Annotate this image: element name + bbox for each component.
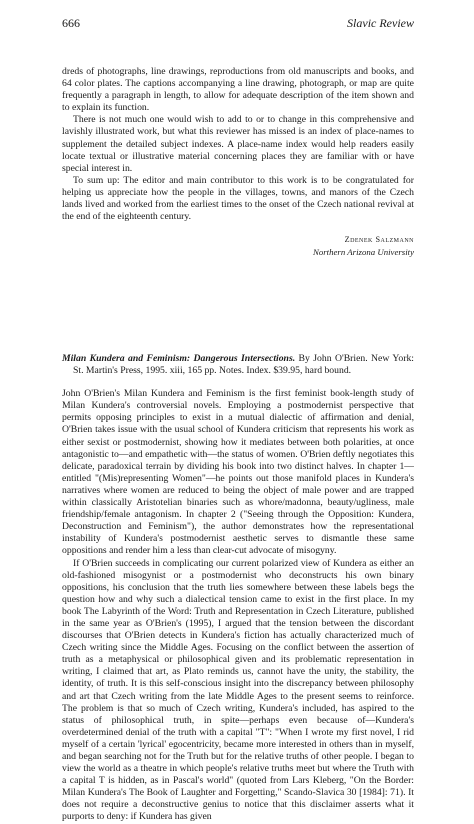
book-details: By John O'Brien. New York: St. Martin's Press, 1995. xiii, 165 pp. Notes. Index. $39.95, hard bound.: [73, 353, 415, 377]
previous-review-continuation: [62, 66, 414, 258]
journal-title: Slavic Review: [347, 16, 414, 30]
review-paragraph: If O'Brien succeeds in complicating our current polarized view of Kundera as either an old-fashioned misogynist or a postmodernist who deconstructs his own binary oppositions, his conclusion that the truth lies somewhere between these labels begs the question how and why such a dialectical tension came to exist in the first place. In my book The Labyrinth of the Word: Truth and Representation in Czech Literature, published in the same year as O'Brien's (1995), I argued that the tension between the discordant discourses that O'Brien detects in Kundera's fiction has actually characterized much of Czech writing since the Middle Ages. Focusing on the conflict between the assertion of truth as a metaphysical or philosophical given and its problematic representation in writing, I claimed that art, as Plato reminds us, cannot have the unity, the stability, the identity, of truth. It is this self-conscious insight into the discrepancy between philosophy and art that Czech writing from the late Middle Ages to the present seems to reinforce. The problem is that so much of Czech writing, Kundera's included, has aspired to the status of philosophical truth, in spite—perhaps even because of—Kundera's overdetermined denial of the truth with a capital "T": "When I wrote my first novel, I rid myself of a certain 'lyrical' egocentricity, became more interested in others than in myself, and began searching not for the Truth but for the relative truths of other people. I began to view the world as a theatre in which people's relative truths meet but where the Truth with a capital T is hidden, as in Pascal's world" (quoted from Lars Kleberg, "On the Border: Milan Kundera's The Book of Laughter and Forgetting," Scando-Slavica 30 [1984]: 71). It does not require a deconstructive genius to notice that this disclaimer asserts what it purports to deny: if Kundera has given: [62, 557, 414, 823]
reviewer-signature: [62, 234, 414, 258]
reviewer-affiliation: Northern Arizona University: [312, 247, 414, 258]
body-paragraph: There is not much one would wish to add to or to change in this comprehensive and lavishly illustrated work, but what this reviewer has missed is an index of place-names to supplement the detailed subject indexes. A place-name index would help readers easily locate textual or illustrative material concerning places they are familiar with or have special interest in.: [62, 114, 414, 174]
book-citation: [62, 353, 414, 377]
body-paragraph: dreds of photographs, line drawings, reproductions from old manuscripts and books, and 64 color plates. The captions accompanying a line drawing, photograph, or map are quite frequently a paragraph in length, to allow for adequate description of the item shown and to explain its function.: [62, 66, 414, 114]
book-review: [62, 353, 414, 824]
body-paragraph: To sum up: The editor and main contributor to this work is to be congratulated for helping us appreciate how the people in the villages, towns, and manors of the Czech lands lived and worked from the earliest times to the onset of the Czech national revival at the end of the eighteenth century.: [62, 174, 414, 223]
book-title: Milan Kundera and Feminism: Dangerous Intersections.: [62, 353, 296, 364]
review-paragraph: John O'Brien's Milan Kundera and Feminism is the first feminist book-length study of Milan Kundera's controversial novels. Employing a postmodernist perspective that permits opposing principles to exist in a mutual dialectic of affirmation and denial, O'Brien takes issue with the usual school of Kundera criticism that represents his work as either sexist or postmodernist, showing how it mediates between both polarities, at once antagonistic to—and empathetic with—the status of women. O'Brien deftly negotiates this delicate, paradoxical terrain by dividing his book into two distinct halves. In chapter 1—entitled "(Mis)representing Women"—he points out those manifold places in Kundera's narratives where women are reduced to being the object of male power and are trapped within classically Aristotelian binaries such as whore/madonna, beauty/ugliness, male friendship/female antagonism. In chapter 2 ("Seeing through the Opposition: Kundera, Deconstruction and Feminism"), the author demonstrates how the representational instability of Kundera's postmodernist aesthetic serves to dismantle these same oppositions and render him a less than clear-cut advocate of misogyny.: [62, 388, 414, 557]
reviewer-name: Zdenek Salzmann: [344, 235, 414, 245]
page-number: 666: [62, 16, 80, 30]
